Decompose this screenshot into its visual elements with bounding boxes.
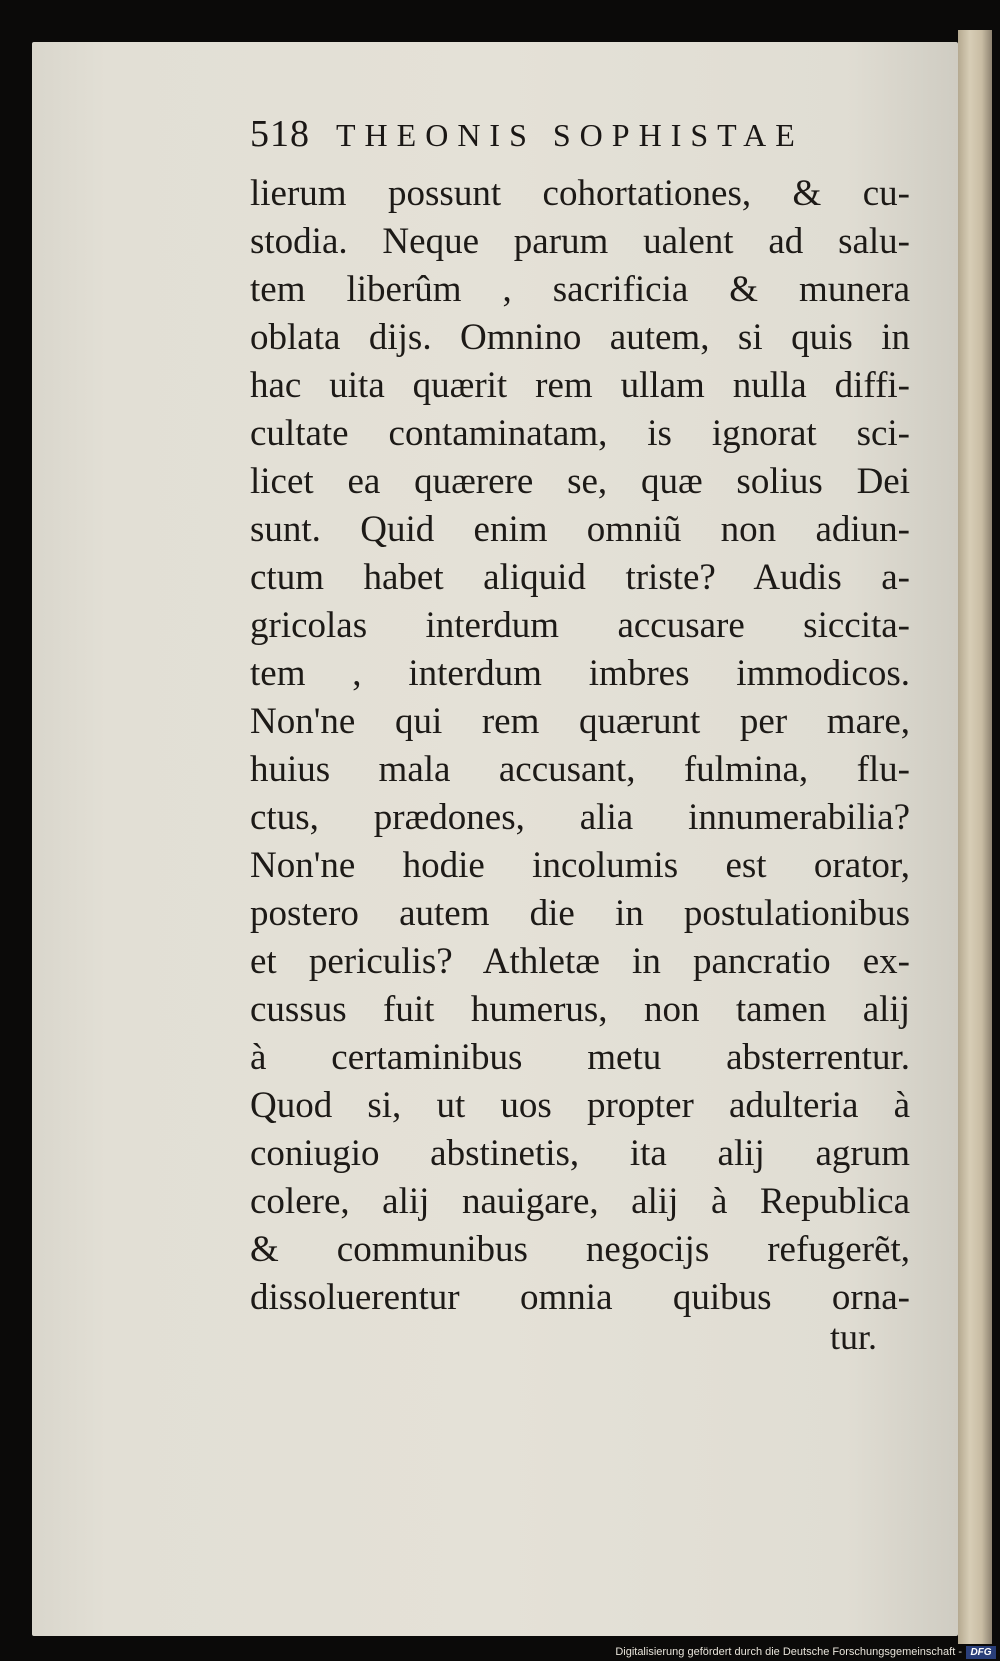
text-line: tem , interdum imbres immodicos. bbox=[250, 653, 910, 694]
text-line: oblata dijs. Omnino autem, si quis in bbox=[250, 317, 910, 358]
text-line: coniugio abstinetis, ita alij agrum bbox=[250, 1133, 910, 1174]
text-line: hac uita quærit rem ullam nulla diffi- bbox=[250, 365, 910, 406]
text-line: postero autem die in postulationibus bbox=[250, 893, 910, 934]
text-line: sunt. Quid enim omniũ non adiun- bbox=[250, 509, 910, 550]
dfg-logo: DFG bbox=[966, 1646, 996, 1659]
body-text bbox=[250, 170, 910, 1322]
page-number: 518 bbox=[250, 113, 310, 155]
text-line: gricolas interdum accusare siccita- bbox=[250, 605, 910, 646]
text-line: lierum possunt cohortationes, & cu- bbox=[250, 173, 910, 214]
catchword: tur. bbox=[830, 1317, 878, 1357]
text-line: tem liberûm , sacrificia & munera bbox=[250, 269, 910, 310]
page-edge bbox=[958, 30, 992, 1648]
text-line: ctum habet aliquid triste? Audis a- bbox=[250, 557, 910, 598]
text-line: cussus fuit humerus, non tamen alij bbox=[250, 989, 910, 1030]
text-line: Non'ne hodie incolumis est orator, bbox=[250, 845, 910, 886]
running-head: THEONIS SOPHISTAE bbox=[336, 117, 804, 153]
text-line: Non'ne qui rem quærunt per mare, bbox=[250, 701, 910, 742]
page-header bbox=[250, 112, 890, 162]
text-line: et periculis? Athletæ in pancratio ex- bbox=[250, 941, 910, 982]
text-line: ctus, prædones, alia innumerabilia? bbox=[250, 797, 910, 838]
text-line: stodia. Neque parum ualent ad salu- bbox=[250, 221, 910, 262]
digitization-credit: Digitalisierung gefördert durch die Deutsche Forschungsgemeinschaft - bbox=[0, 1644, 1000, 1661]
text-line: licet ea quærere se, quæ solius Dei bbox=[250, 461, 910, 502]
text-line: huius mala accusant, fulmina, flu- bbox=[250, 749, 910, 790]
text-line: & communibus negocijs refugerẽt, bbox=[250, 1229, 910, 1270]
text-line: dissoluerentur omnia quibus orna- bbox=[250, 1277, 910, 1318]
text-line: cultate contaminatam, is ignorat sci- bbox=[250, 413, 910, 454]
text-line: colere, alij nauigare, alij à Republica bbox=[250, 1181, 910, 1222]
text-line: à certaminibus metu absterrentur. bbox=[250, 1037, 910, 1078]
text-line: Quod si, ut uos propter adulteria à bbox=[250, 1085, 910, 1126]
